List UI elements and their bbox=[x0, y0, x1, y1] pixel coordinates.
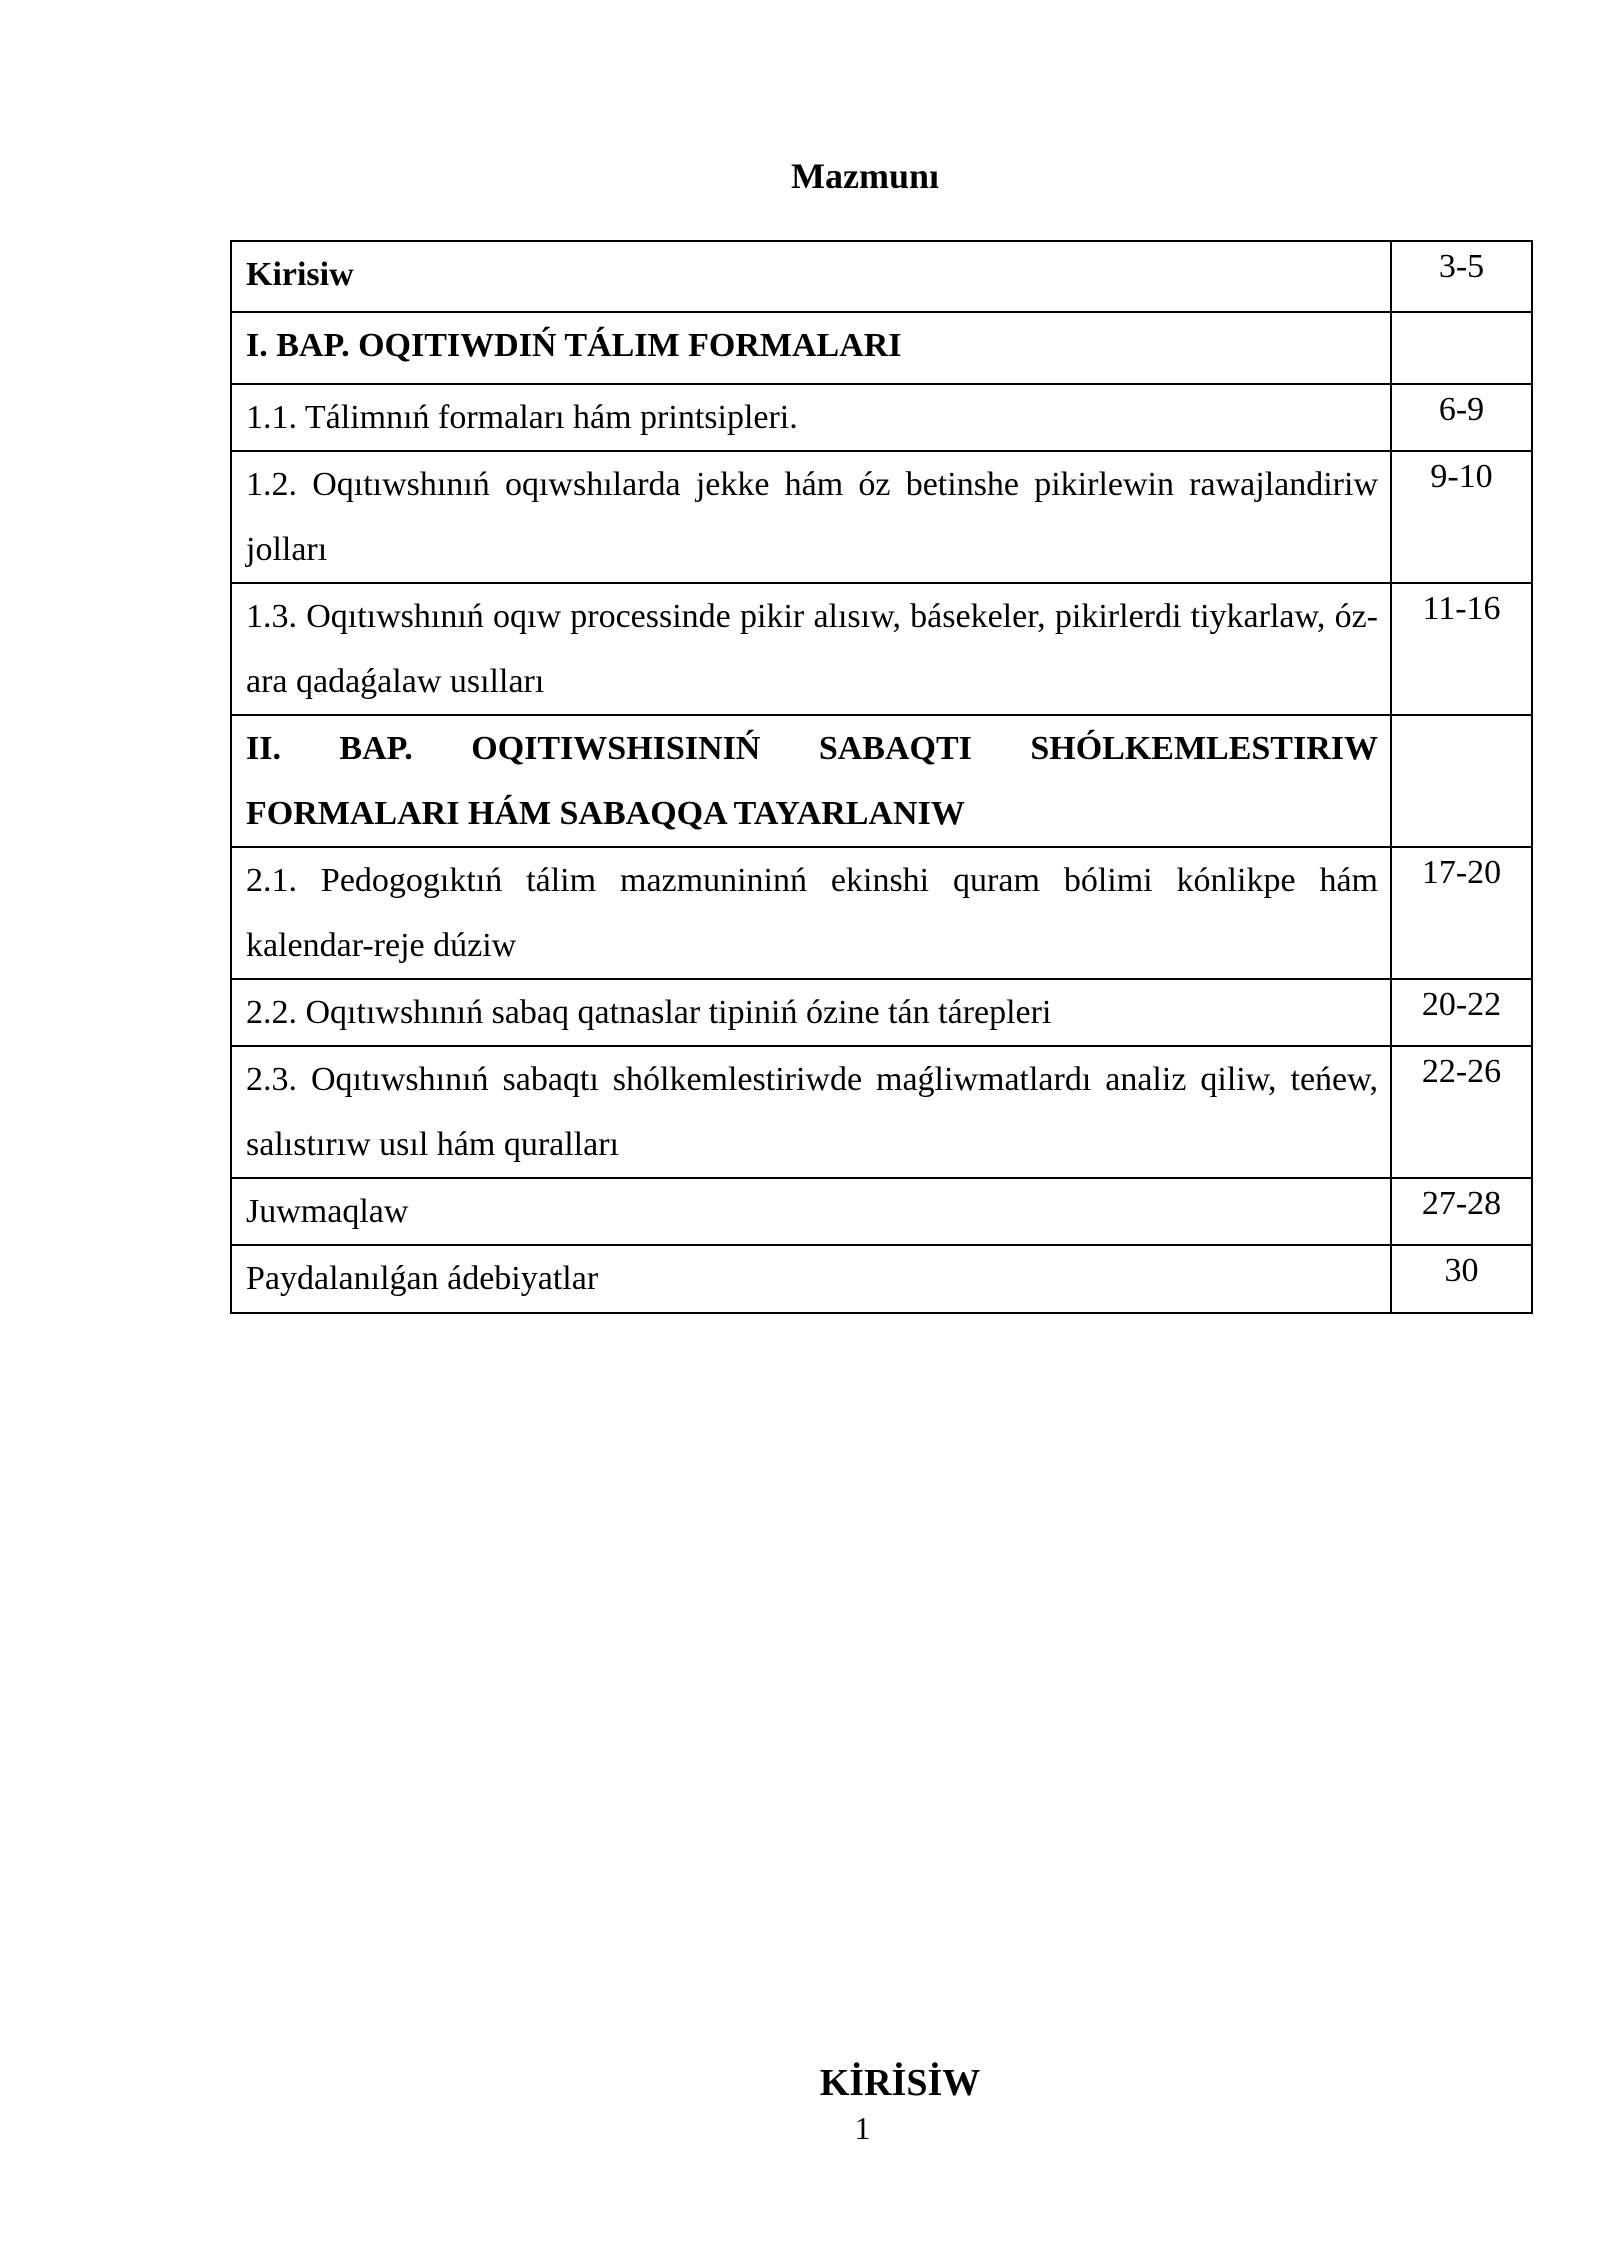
toc-entry-pages: 20-22 bbox=[1391, 979, 1532, 1046]
toc-entry-text: Paydalanılǵan ádebiyatlar bbox=[231, 1245, 1391, 1313]
toc-row-1-3 bbox=[231, 583, 1532, 715]
toc-entry-text: 2.2. Oqıtıwshınıń sabaq qatnaslar tipiniń ózine tán tárepleri bbox=[231, 979, 1391, 1046]
toc-row-kirisiw bbox=[231, 241, 1532, 312]
page-title: Mazmunı bbox=[791, 156, 939, 196]
toc-row-juwmaqlaw bbox=[231, 1178, 1532, 1245]
toc-entry-text: 1.2. Oqıtıwshınıń oqıwshılarda jekke hám óz betinshe pikirlewin rawajlandiriw jolları bbox=[231, 451, 1391, 583]
section-heading: KİRİSİW bbox=[819, 2062, 981, 2104]
toc-entry-pages bbox=[1391, 312, 1532, 384]
toc-entry-pages: 9-10 bbox=[1391, 451, 1532, 583]
page-number: 1 bbox=[854, 2110, 871, 2146]
toc-entry-pages: 17-20 bbox=[1391, 847, 1532, 979]
toc-entry-text: 1.3. Oqıtıwshınıń oqıw processinde pikir alısıw, básekeler, pikirlerdi tiykarlaw, óz-ara qadaǵalaw usılları bbox=[231, 583, 1391, 715]
toc-entry-text: I. BAP. OQITIWDIŃ TÁLIM FORMALARI bbox=[231, 312, 1391, 384]
toc-row-chapter-1 bbox=[231, 312, 1532, 384]
toc-entry-pages: 22-26 bbox=[1391, 1046, 1532, 1178]
toc-row-adebiyatlar bbox=[231, 1245, 1532, 1313]
toc-entry-pages: 3-5 bbox=[1391, 241, 1532, 312]
toc-entry-pages: 6-9 bbox=[1391, 384, 1532, 451]
toc-row-2-1 bbox=[231, 847, 1532, 979]
toc-entry-pages: 30 bbox=[1391, 1245, 1532, 1313]
toc-row-2-3 bbox=[231, 1046, 1532, 1178]
toc-row-1-1 bbox=[231, 384, 1532, 451]
toc-entry-text: 2.3. Oqıtıwshınıń sabaqtı shólkemlestiriwde maǵliwmatlardı analiz qiliw, teńew, salıstırıw usıl hám quralları bbox=[231, 1046, 1391, 1178]
table-of-contents bbox=[230, 240, 1533, 1314]
toc-row-2-2 bbox=[231, 979, 1532, 1046]
toc-entry-text: II. BAP. OQITIWSHISINIŃ SABAQTI SHÓLKEMLESTIRIW FORMALARI HÁM SABAQQA TAYARLANIW bbox=[231, 715, 1391, 847]
toc-entry-text: 1.1. Tálimnıń formaları hám printsipleri. bbox=[231, 384, 1391, 451]
toc-row-chapter-2 bbox=[231, 715, 1532, 847]
toc-entry-pages bbox=[1391, 715, 1532, 847]
toc-entry-text: Juwmaqlaw bbox=[231, 1178, 1391, 1245]
toc-entry-pages: 27-28 bbox=[1391, 1178, 1532, 1245]
toc-row-1-2 bbox=[231, 451, 1532, 583]
toc-entry-pages: 11-16 bbox=[1391, 583, 1532, 715]
toc-entry-text: Kirisiw bbox=[231, 241, 1391, 312]
toc-entry-text: 2.1. Pedogogıktıń tálim mazmunininń ekinshi quram bólimi kónlikpe hám kalendar-reje dúziw bbox=[231, 847, 1391, 979]
